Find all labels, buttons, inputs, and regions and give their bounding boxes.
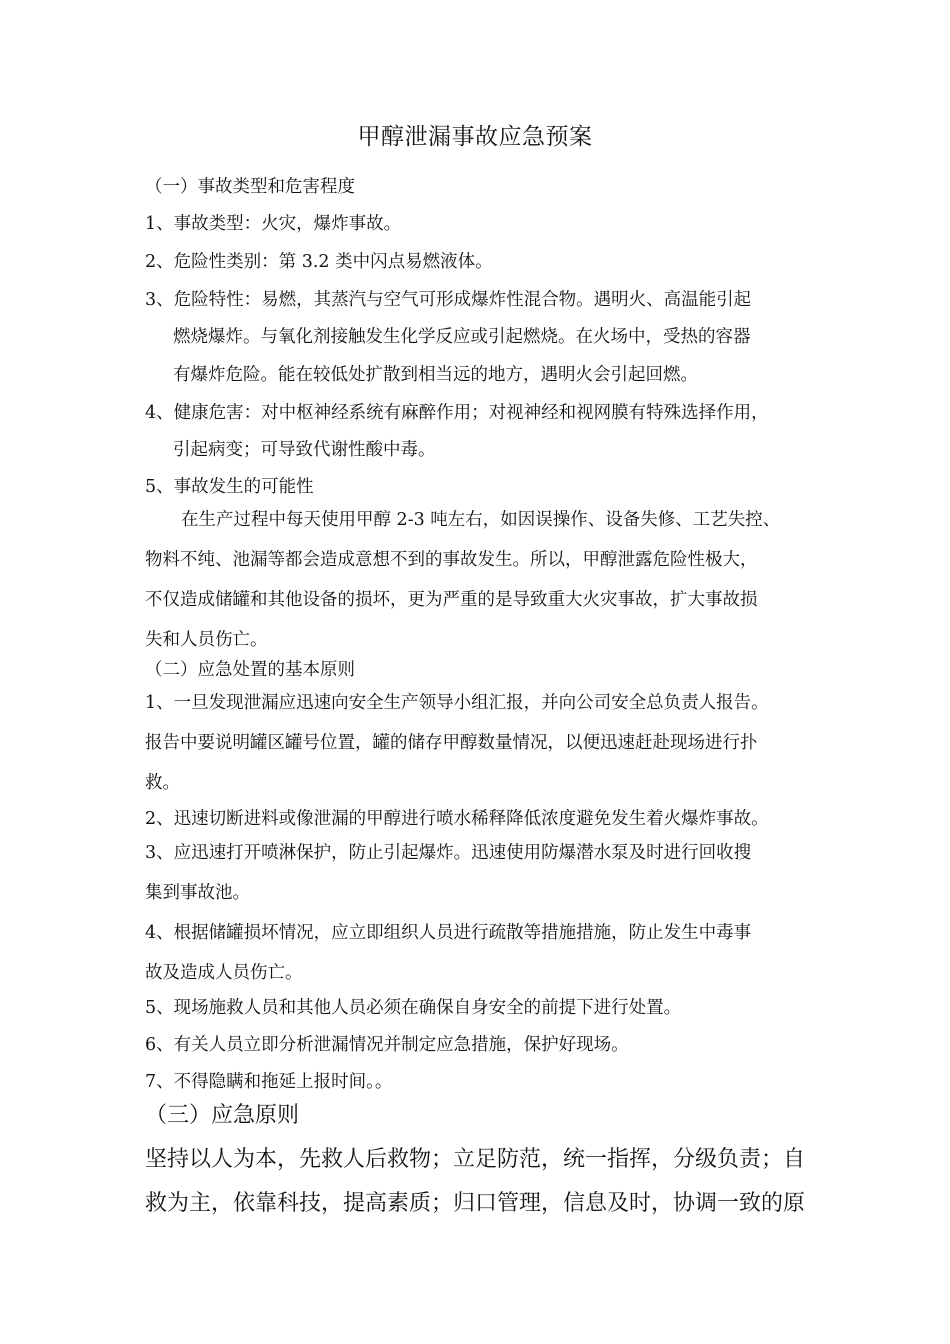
paragraph-line: 故及造成人员伤亡。 [145,963,303,983]
section1-item2: 2、危险性类别：第 3.2 类中闪点易燃液体。 [145,252,493,272]
section1-item5-paragraph [145,500,807,660]
section2-item6: 6、有关人员立即分析泄漏情况并制定应急措施，保护好现场。 [145,1035,629,1055]
paragraph-line: 集到事故池。 [145,883,250,903]
paragraph-line: 在生产过程中每天使用甲醇 2-3 吨左右，如因误操作、设备失修、工艺失控、 [181,510,781,530]
section2-heading: （二）应急处置的基本原则 [145,660,355,680]
paragraph-line: 救。 [145,773,180,793]
section1-heading: （一）事故类型和危害程度 [145,177,355,197]
section1-item4-line1: 4、健康危害：对中枢神经系统有麻醉作用；对视神经和视网膜有特殊选择作用， [145,403,769,423]
section2-item2: 2、迅速切断进料或像泄漏的甲醇进行喷水稀释降低浓度避免发生着火爆炸事故。 [145,809,769,829]
paragraph-line: 4、根据储罐损坏情况，应立即组织人员进行疏散等措施措施，防止发生中毒事 [145,923,752,943]
paragraph-line: 物料不纯、池漏等都会造成意想不到的事故发生。所以，甲醇泄露危险性极大， [145,550,758,570]
paragraph-line: 失和人员伤亡。 [145,630,268,650]
section1-item3-line3: 有爆炸危险。能在较低处扩散到相当远的地方，遇明火会引起回燃。 [173,365,698,385]
section1-item3-line1: 3、危险特性：易燃，其蒸汽与空气可形成爆炸性混合物。遇明火、高温能引起 [145,290,752,310]
section3-heading: （三）应急原则 [145,1103,300,1128]
section2-item7: 7、不得隐瞒和拖延上报时间。。 [145,1072,393,1092]
paragraph-line: 3、应迅速打开喷淋保护，防止引起爆炸。迅速使用防爆潜水泵及时进行回收搜 [145,843,752,863]
paragraph-line: 坚持以人为本，先救人后救物；立足防范，统一指挥，分级负责；自 [145,1147,806,1172]
section1-item4-line2: 引起病变；可导致代谢性酸中毒。 [173,440,436,460]
section2-item3 [145,833,807,913]
section3-paragraph [145,1138,807,1226]
section2-item5: 5、现场施救人员和其他人员必须在确保自身安全的前提下进行处置。 [145,998,682,1018]
section1-item1: 1、事故类型：火灾，爆炸事故。 [145,214,402,234]
paragraph-line: 不仅造成储罐和其他设备的损坏，更为严重的是导致重大火灾事故，扩大事故损 [145,590,758,610]
section1-item5: 5、事故发生的可能性 [145,477,314,497]
section2-item1 [145,683,807,803]
paragraph-line: 1、一旦发现泄漏应迅速向安全生产领导小组汇报，并向公司安全总负责人报告。 [145,693,769,713]
document-title: 甲醇泄漏事故应急预案 [357,124,593,150]
paragraph-line: 救为主，依靠科技，提高素质；归口管理，信息及时，协调一致的原 [145,1191,806,1216]
section2-item4 [145,913,807,993]
paragraph-line: 报告中要说明罐区罐号位置，罐的储存甲醇数量情况，以便迅速赶赴现场进行扑 [145,733,758,753]
section1-item3-line2: 燃烧爆炸。与氧化剂接触发生化学反应或引起燃烧。在火场中，受热的容器 [173,327,751,347]
